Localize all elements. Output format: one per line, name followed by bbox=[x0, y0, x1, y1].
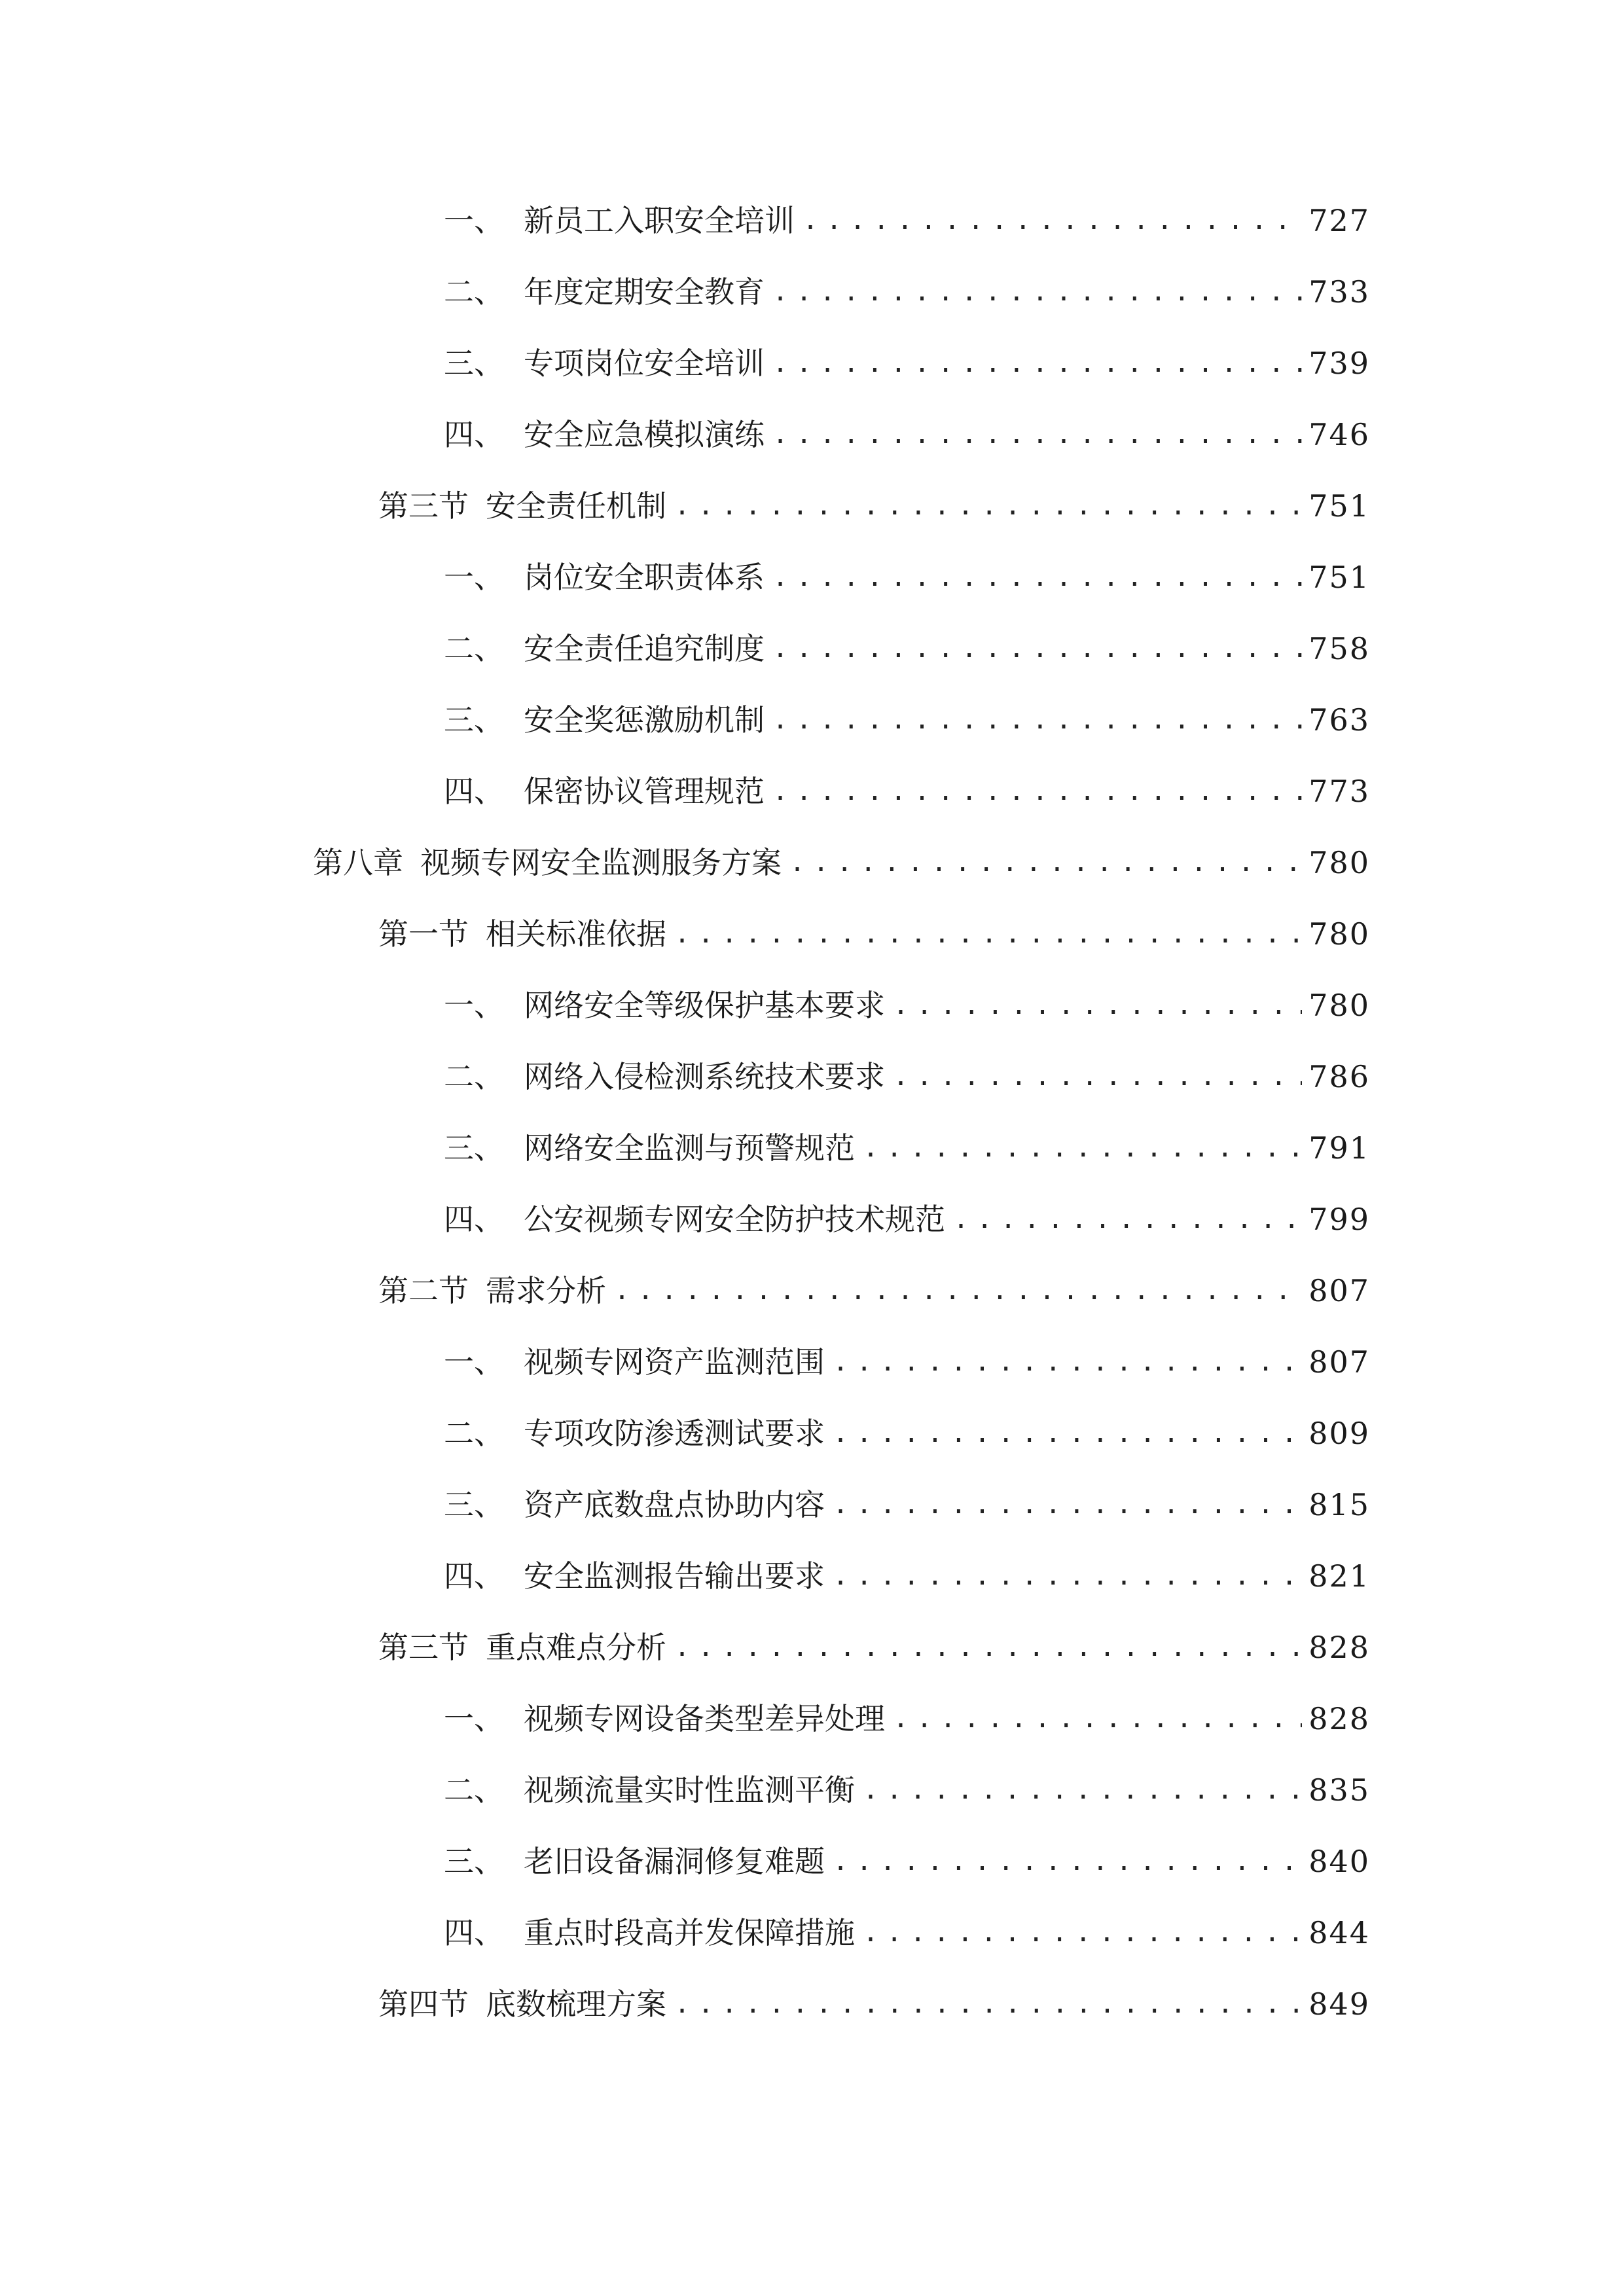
toc-entry-page: 840 bbox=[1308, 1844, 1370, 1879]
toc-entry[interactable] bbox=[378, 908, 1370, 960]
toc-entry-page: 815 bbox=[1308, 1487, 1370, 1522]
toc-entry[interactable] bbox=[378, 1978, 1370, 2030]
toc-entry-number: 一、 bbox=[444, 1344, 504, 1380]
toc-dot-leader bbox=[893, 979, 1302, 1031]
toc-entry-page: 791 bbox=[1308, 1130, 1370, 1166]
toc-dot-leader bbox=[833, 1550, 1302, 1602]
toc-dot-leader bbox=[893, 1693, 1302, 1745]
toc-entry-title: 保密协议管理规范 bbox=[524, 774, 765, 809]
toc-entry-title: 视频流量实时性监测平衡 bbox=[524, 1772, 855, 1808]
toc-dot-leader bbox=[772, 337, 1302, 389]
toc-entry-title: 视频专网资产监测范围 bbox=[524, 1344, 825, 1380]
toc-entry[interactable] bbox=[378, 480, 1370, 532]
toc-dot-leader bbox=[772, 622, 1302, 675]
toc-entry-page: 828 bbox=[1308, 1630, 1370, 1665]
toc-entry-title: 安全监测报告输出要求 bbox=[524, 1558, 825, 1594]
toc-entry-page: 799 bbox=[1308, 1202, 1370, 1237]
toc-dot-leader bbox=[614, 1265, 1302, 1317]
toc-entry-number: 第三节 bbox=[378, 488, 469, 524]
toc-entry-title: 安全责任追究制度 bbox=[524, 631, 765, 666]
toc-entry-number: 三、 bbox=[444, 1487, 504, 1522]
toc-entry[interactable] bbox=[313, 836, 1370, 889]
toc-entry[interactable] bbox=[444, 551, 1370, 603]
toc-entry[interactable] bbox=[378, 1265, 1370, 1317]
toc-entry-page: 739 bbox=[1308, 346, 1370, 381]
toc-dot-leader bbox=[833, 1479, 1302, 1531]
toc-entry-title: 安全责任机制 bbox=[486, 488, 666, 524]
toc-entry-page: 807 bbox=[1308, 1273, 1370, 1308]
toc-entry-title: 新员工入职安全培训 bbox=[524, 203, 795, 238]
toc-entry-number: 三、 bbox=[444, 346, 504, 381]
toc-entry-title: 公安视频专网安全防护技术规范 bbox=[524, 1202, 945, 1237]
toc-entry-page: 751 bbox=[1308, 560, 1370, 595]
toc-entry-number: 四、 bbox=[444, 1915, 504, 1950]
toc-entry-title: 老旧设备漏洞修复难题 bbox=[524, 1844, 825, 1879]
toc-dot-leader bbox=[674, 1978, 1302, 2030]
toc-dot-leader bbox=[674, 908, 1302, 960]
toc-entry[interactable] bbox=[444, 1122, 1370, 1174]
toc-entry-number: 第八章 bbox=[313, 845, 403, 880]
toc-dot-leader bbox=[833, 1835, 1302, 1888]
toc-dot-leader bbox=[772, 694, 1302, 746]
toc-entry[interactable] bbox=[444, 1050, 1370, 1103]
toc-entry-title: 重点时段高并发保障措施 bbox=[524, 1915, 855, 1950]
toc-entry-page: 809 bbox=[1308, 1416, 1370, 1451]
toc-entry[interactable] bbox=[378, 1621, 1370, 1674]
toc-entry-title: 专项岗位安全培训 bbox=[524, 346, 765, 381]
toc-entry-number: 二、 bbox=[444, 1416, 504, 1451]
toc-entry[interactable] bbox=[444, 408, 1370, 461]
toc-dot-leader bbox=[772, 408, 1302, 461]
toc-entry[interactable] bbox=[444, 337, 1370, 389]
toc-dot-leader bbox=[674, 480, 1302, 532]
toc-entry-page: 746 bbox=[1308, 417, 1370, 452]
toc-dot-leader bbox=[953, 1193, 1302, 1246]
toc-entry-page: 786 bbox=[1308, 1059, 1370, 1094]
toc-entry-title: 安全应急模拟演练 bbox=[524, 417, 765, 452]
toc-entry-page: 807 bbox=[1308, 1344, 1370, 1380]
toc-entry-number: 一、 bbox=[444, 988, 504, 1023]
toc-entry-number: 一、 bbox=[444, 1701, 504, 1736]
toc-entry[interactable] bbox=[444, 1407, 1370, 1460]
toc-dot-leader bbox=[893, 1050, 1302, 1103]
toc-entry-number: 一、 bbox=[444, 560, 504, 595]
toc-entry-number: 第三节 bbox=[378, 1630, 469, 1665]
toc-entry-title: 年度定期安全教育 bbox=[524, 274, 765, 310]
toc-entry-title: 底数梳理方案 bbox=[486, 1986, 666, 2022]
toc-entry-number: 第二节 bbox=[378, 1273, 469, 1308]
toc-entry-title: 重点难点分析 bbox=[486, 1630, 666, 1665]
toc-entry-page: 821 bbox=[1308, 1558, 1370, 1594]
toc-entry[interactable] bbox=[444, 694, 1370, 746]
toc-entry-title: 需求分析 bbox=[486, 1273, 606, 1308]
toc-entry-title: 岗位安全职责体系 bbox=[524, 560, 765, 595]
toc-entry-page: 763 bbox=[1308, 702, 1370, 738]
toc-entry-title: 网络安全监测与预警规范 bbox=[524, 1130, 855, 1166]
toc-entry-title: 相关标准依据 bbox=[486, 916, 666, 952]
toc-entry[interactable] bbox=[444, 1693, 1370, 1745]
toc-entry[interactable] bbox=[444, 266, 1370, 318]
toc-entry[interactable] bbox=[444, 1550, 1370, 1602]
toc-entry[interactable] bbox=[444, 1764, 1370, 1816]
toc-entry-page: 849 bbox=[1308, 1986, 1370, 2022]
toc-entry-number: 第一节 bbox=[378, 916, 469, 952]
toc-entry-page: 828 bbox=[1308, 1701, 1370, 1736]
toc-dot-leader bbox=[789, 836, 1302, 889]
toc-dot-leader bbox=[803, 194, 1302, 247]
toc-entry-title: 安全奖惩激励机制 bbox=[524, 702, 765, 738]
toc-entry[interactable] bbox=[444, 765, 1370, 817]
toc-entry-title: 资产底数盘点协助内容 bbox=[524, 1487, 825, 1522]
toc-entry-title: 网络安全等级保护基本要求 bbox=[524, 988, 885, 1023]
toc-dot-leader bbox=[863, 1907, 1302, 1959]
toc-entry-page: 758 bbox=[1308, 631, 1370, 666]
toc-dot-leader bbox=[772, 266, 1302, 318]
toc-entry-number: 二、 bbox=[444, 1059, 504, 1094]
toc-dot-leader bbox=[833, 1407, 1302, 1460]
toc-entry-number: 四、 bbox=[444, 774, 504, 809]
toc-entry-number: 四、 bbox=[444, 1558, 504, 1594]
toc-entry-page: 733 bbox=[1308, 274, 1370, 310]
toc-dot-leader bbox=[772, 551, 1302, 603]
toc-dot-leader bbox=[863, 1764, 1302, 1816]
toc-entry-number: 二、 bbox=[444, 274, 504, 310]
toc-entry-number: 二、 bbox=[444, 631, 504, 666]
toc-entry-number: 四、 bbox=[444, 1202, 504, 1237]
toc-entry-page: 751 bbox=[1308, 488, 1370, 524]
toc-entry[interactable] bbox=[444, 1336, 1370, 1388]
toc-entry[interactable] bbox=[444, 1835, 1370, 1888]
toc-entry-number: 一、 bbox=[444, 203, 504, 238]
toc-entry-page: 780 bbox=[1308, 988, 1370, 1023]
toc-entry-page: 780 bbox=[1308, 845, 1370, 880]
toc-entry[interactable] bbox=[444, 1193, 1370, 1246]
toc-entry-page: 844 bbox=[1308, 1915, 1370, 1950]
toc-dot-leader bbox=[674, 1621, 1302, 1674]
toc-entry-page: 727 bbox=[1308, 203, 1370, 238]
toc-entry[interactable] bbox=[444, 194, 1370, 247]
toc-entry-number: 二、 bbox=[444, 1772, 504, 1808]
toc-entry[interactable] bbox=[444, 622, 1370, 675]
toc-dot-leader bbox=[772, 765, 1302, 817]
toc-entry-number: 三、 bbox=[444, 1844, 504, 1879]
toc-entry[interactable] bbox=[444, 1907, 1370, 1959]
toc-entry-number: 第四节 bbox=[378, 1986, 469, 2022]
toc-entry-page: 835 bbox=[1308, 1772, 1370, 1808]
toc-entry-number: 三、 bbox=[444, 1130, 504, 1166]
toc-entry[interactable] bbox=[444, 979, 1370, 1031]
toc-entry-page: 780 bbox=[1308, 916, 1370, 952]
toc-entry-number: 三、 bbox=[444, 702, 504, 738]
toc-dot-leader bbox=[833, 1336, 1302, 1388]
toc-entry-title: 视频专网安全监测服务方案 bbox=[420, 845, 782, 880]
toc-entry[interactable] bbox=[444, 1479, 1370, 1531]
toc-dot-leader bbox=[863, 1122, 1302, 1174]
toc-entry-title: 视频专网设备类型差异处理 bbox=[524, 1701, 885, 1736]
toc-entry-page: 773 bbox=[1308, 774, 1370, 809]
toc-entry-number: 四、 bbox=[444, 417, 504, 452]
toc-entry-title: 专项攻防渗透测试要求 bbox=[524, 1416, 825, 1451]
toc-entry-title: 网络入侵检测系统技术要求 bbox=[524, 1059, 885, 1094]
